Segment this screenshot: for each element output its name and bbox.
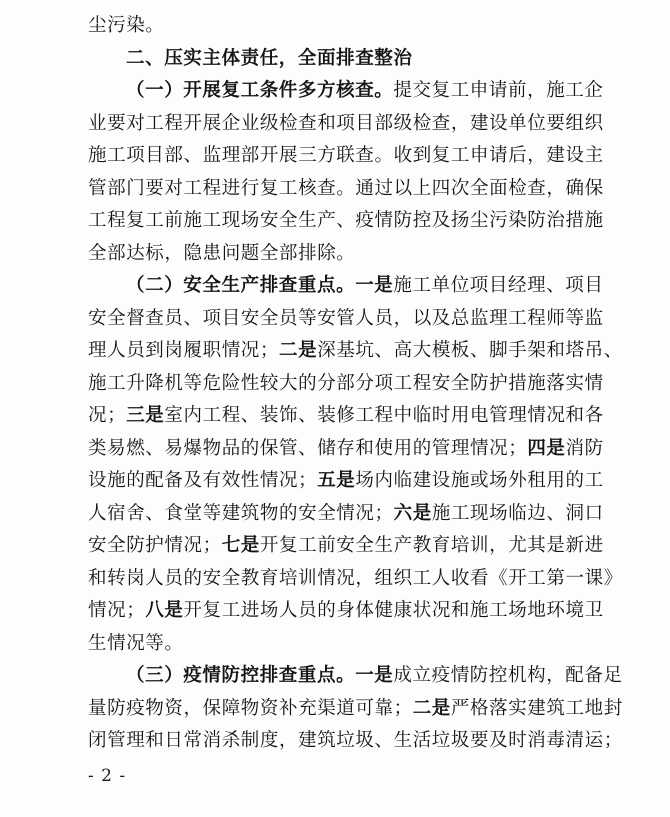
- page-number: - 2 -: [88, 766, 127, 786]
- paragraph-2-line-5: [88, 400, 604, 433]
- paragraph-2-line-9-text-b: 开复工前安全生产教育培训，尤其是新进: [259, 535, 604, 556]
- paragraph-2-line-12: [88, 628, 598, 661]
- paragraph-2-line-12-text: 生情况等。: [88, 632, 184, 654]
- paragraph-1-line-3: [88, 140, 604, 173]
- paragraph-2-keyword-8: 八是: [145, 600, 184, 621]
- paragraph-2-line-10-text: 和转岗人员的安全教育培训情况，组织工人收看《开工第一课》: [88, 567, 623, 589]
- paragraph-2-line-7-text-a: 设施的配备及有效性情况；: [88, 470, 318, 491]
- paragraph-2-line-8: [88, 498, 604, 531]
- paragraph-1-line-2: [88, 108, 604, 141]
- paragraph-1-line-3-text: 施工项目部、监理部开展三方联查。收到复工申请后，建设主: [88, 145, 604, 166]
- paragraph-3-keyword-1: 一是: [355, 665, 394, 686]
- paragraph-1-line-4: [88, 173, 604, 206]
- paragraph-2-line-5-text-a: 况；: [88, 405, 127, 426]
- paragraph-2-keyword-3: 三是: [126, 405, 165, 426]
- paragraph-2-line-7-text-b: 场内临建设施或场外租用的工: [355, 470, 604, 491]
- paragraph-2-line-10: [88, 563, 623, 596]
- paragraph-1-line-6-text: 全部达标，隐患问题全部排除。: [88, 242, 356, 264]
- paragraph-1-line-5: [88, 205, 604, 238]
- paragraph-3-keyword-2: 二是: [412, 697, 451, 719]
- paragraph-1-line-5-text: 工程复工前施工现场安全生产、疫情防控及扬尘污染防治措施: [88, 210, 604, 231]
- paragraph-3-title: （三）疫情防控排查重点。: [126, 665, 356, 686]
- paragraph-1-line-2-text: 业要对工程开展企业级检查和项目部级检查，建设单位要组织: [88, 112, 604, 134]
- paragraph-2-line-8-text-a: 人宿舍、食堂等建筑物的安全情况；: [88, 502, 394, 524]
- paragraph-2-line-11-text-b: 开复工进场人员的身体健康状况和施工场地环境卫: [183, 600, 604, 621]
- paragraph-2-keyword-2: 二是: [279, 340, 318, 361]
- paragraph-2-keyword-1: 一是: [355, 275, 394, 296]
- paragraph-3-line-3-text: 闭管理和日常消杀制度，建筑垃圾、生活垃圾要及时消毒清运；: [88, 730, 623, 751]
- section-heading-text: 二、压实主体责任，全面排查整治: [126, 47, 413, 69]
- paragraph-3-line-1: [88, 660, 623, 693]
- paragraph-1-text: 提交复工申请前，施工企: [393, 80, 604, 101]
- paragraph-2-text-1: 施工单位项目经理、项目: [393, 275, 604, 296]
- paragraph-2-keyword-4: 四是: [527, 437, 566, 459]
- paragraph-2-line-6-text-a: 类易燃、易爆物品的保管、储存和使用的管理情况；: [88, 437, 528, 459]
- paragraph-2-line-3-text-a: 理人员到岗履职情况；: [88, 340, 280, 361]
- paragraph-2-line-1: [88, 270, 604, 303]
- section-heading: [88, 43, 598, 76]
- paragraph-3-line-3: [88, 725, 623, 758]
- paragraph-2-line-9-text-a: 安全防护情况；: [88, 535, 222, 556]
- paragraph-2-line-11: [88, 595, 604, 628]
- paragraph-3-line-2: [88, 693, 623, 726]
- paragraph-3-line-2-text-b: 严格落实建筑工地封: [450, 697, 623, 719]
- paragraph-2-line-4-text: 施工升降机等危险性较大的分部分项工程安全防护措施落实情: [88, 372, 604, 394]
- paragraph-2-line-5-text-b: 室内工程、装饰、装修工程中临时用电管理情况和各: [164, 405, 604, 426]
- paragraph-2-title: （二）安全生产排查重点。: [126, 275, 356, 296]
- lead-in-text: 尘污染。: [88, 15, 165, 36]
- paragraph-2-line-4: [88, 368, 604, 401]
- paragraph-2-keyword-7: 七是: [221, 535, 260, 556]
- paragraph-1-line-6: [88, 238, 598, 271]
- paragraph-1-title: （一）开展复工条件多方核查。: [126, 80, 394, 101]
- paragraph-2-line-3-text-b: 深基坑、高大模板、脚手架和塔吊、: [317, 340, 623, 361]
- paragraph-2-line-11-text-a: 情况；: [88, 600, 146, 621]
- paragraph-3-text-1: 成立疫情防控机构，配备足: [393, 665, 623, 686]
- paragraph-2-line-2-text: 安全督查员、项目安全员等安管人员，以及总监理工程师等监: [88, 307, 604, 329]
- text-line: [88, 10, 598, 43]
- paragraph-2-line-3: [88, 335, 623, 368]
- paragraph-1-line-4-text: 管部门要对工程进行复工核查。通过以上四次全面检查，确保: [88, 177, 604, 199]
- paragraph-3-line-2-text-a: 量防疫物资，保障物资补充渠道可靠；: [88, 697, 413, 719]
- paragraph-2-line-8-text-b: 施工现场临边、洞口: [431, 502, 604, 524]
- paragraph-2-line-7: [88, 465, 604, 498]
- paragraph-2-line-6-text-b: 消防: [565, 437, 604, 459]
- paragraph-2-line-9: [88, 530, 604, 563]
- paragraph-2-keyword-6: 六是: [393, 502, 432, 524]
- document-body: [88, 10, 623, 758]
- paragraph-2-line-2: [88, 303, 604, 336]
- paragraph-2-keyword-5: 五是: [317, 470, 356, 491]
- paragraph-1-line-1: [88, 75, 604, 108]
- paragraph-2-line-6: [88, 433, 604, 466]
